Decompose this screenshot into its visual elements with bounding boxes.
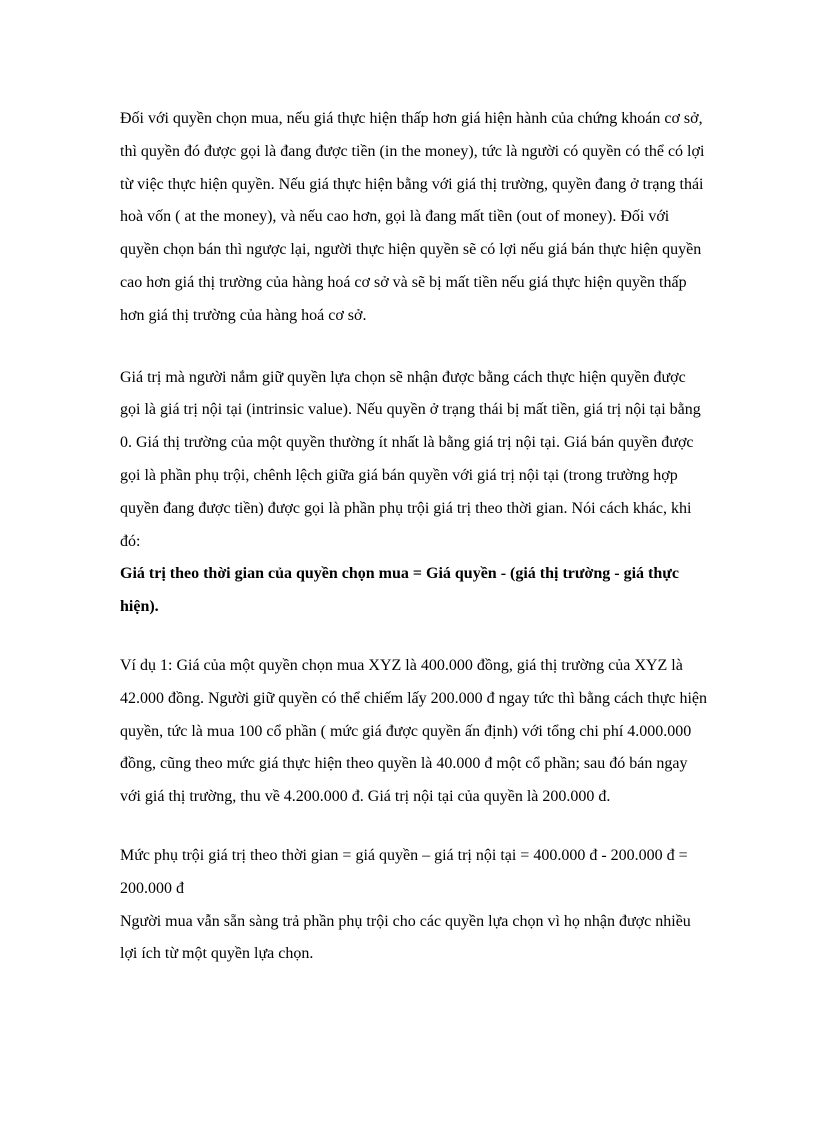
paragraph-example-1: Ví dụ 1: Giá của một quyền chọn mua XYZ là 400.000 đồng, giá thị trường của XYZ là 42.000 đồng. Người giữ quyền có thể chiếm lấy 200.000 đ ngay tức thì bằng cách thực hiện quyền, tức là mua 100 cổ phần ( mức giá được quyền ấn định) với tổng chi phí 4.000.000 đồng, cũng theo mức giá thực hiện theo quyền là 40.000 đ một cổ phần; sau đó bán ngay với giá thị trường, thu về 4.200.000 đ. Giá trị nội tại của quyền là 200.000 đ.: [120, 656, 708, 806]
document-body: [120, 103, 710, 971]
paragraph-buyer-premium: Người mua vẫn sẵn sàng trả phần phụ trội cho các quyền lựa chọn vì họ nhận được nhiều lợi ích từ một quyền lựa chọn.: [120, 912, 691, 963]
formula-time-value: Giá trị theo thời gian của quyền chọn mua = Giá quyền - (giá thị trường - giá thực hiện).: [120, 565, 679, 616]
paragraph-spacer: [120, 333, 710, 362]
paragraph-intrinsic-value: Giá trị mà người nắm giữ quyền lựa chọn sẽ nhận được bằng cách thực hiện quyền được gọi là giá trị nội tại (intrinsic value). Nếu quyền ở trạng thái bị mất tiền, giá trị nội tại bằng 0. Giá thị trường của một quyền thường ít nhất là bằng giá trị nội tại. Giá bán quyền được gọi là phần phụ trội, chênh lệch giữa giá bán quyền với giá trị nội tại (trong trường hợp quyền đang được tiền) được gọi là phần phụ trội giá trị theo thời gian. Nói cách khác, khi đó:: [120, 368, 701, 550]
paragraph-spacer: [120, 814, 710, 840]
paragraph-time-premium: Mức phụ trội giá trị theo thời gian = giá quyền – giá trị nội tại = 400.000 đ - 200.000 đ = 200.000 đ: [120, 846, 688, 897]
paragraph-in-the-money: Đối với quyền chọn mua, nếu giá thực hiện thấp hơn giá hiện hành của chứng khoán cơ sở, thì quyền đó được gọi là đang được tiền (in the money), tức là người có quyền có thể có lợi từ việc thực hiện quyền. Nếu giá thực hiện bằng với giá thị trường, quyền đang ở trạng thái hoà vốn ( at the money), và nếu cao hơn, gọi là đang mất tiền (out of money). Đối với quyền chọn bán thì ngược lại, người thực hiện quyền sẽ có lợi nếu giá bán thực hiện quyền cao hơn giá thị trường của hàng hoá cơ sở và sẽ bị mất tiền nếu giá thực hiện quyền thấp hơn giá thị trường của hàng hoá cơ sở.: [120, 110, 705, 324]
paragraph-spacer: [120, 624, 710, 650]
